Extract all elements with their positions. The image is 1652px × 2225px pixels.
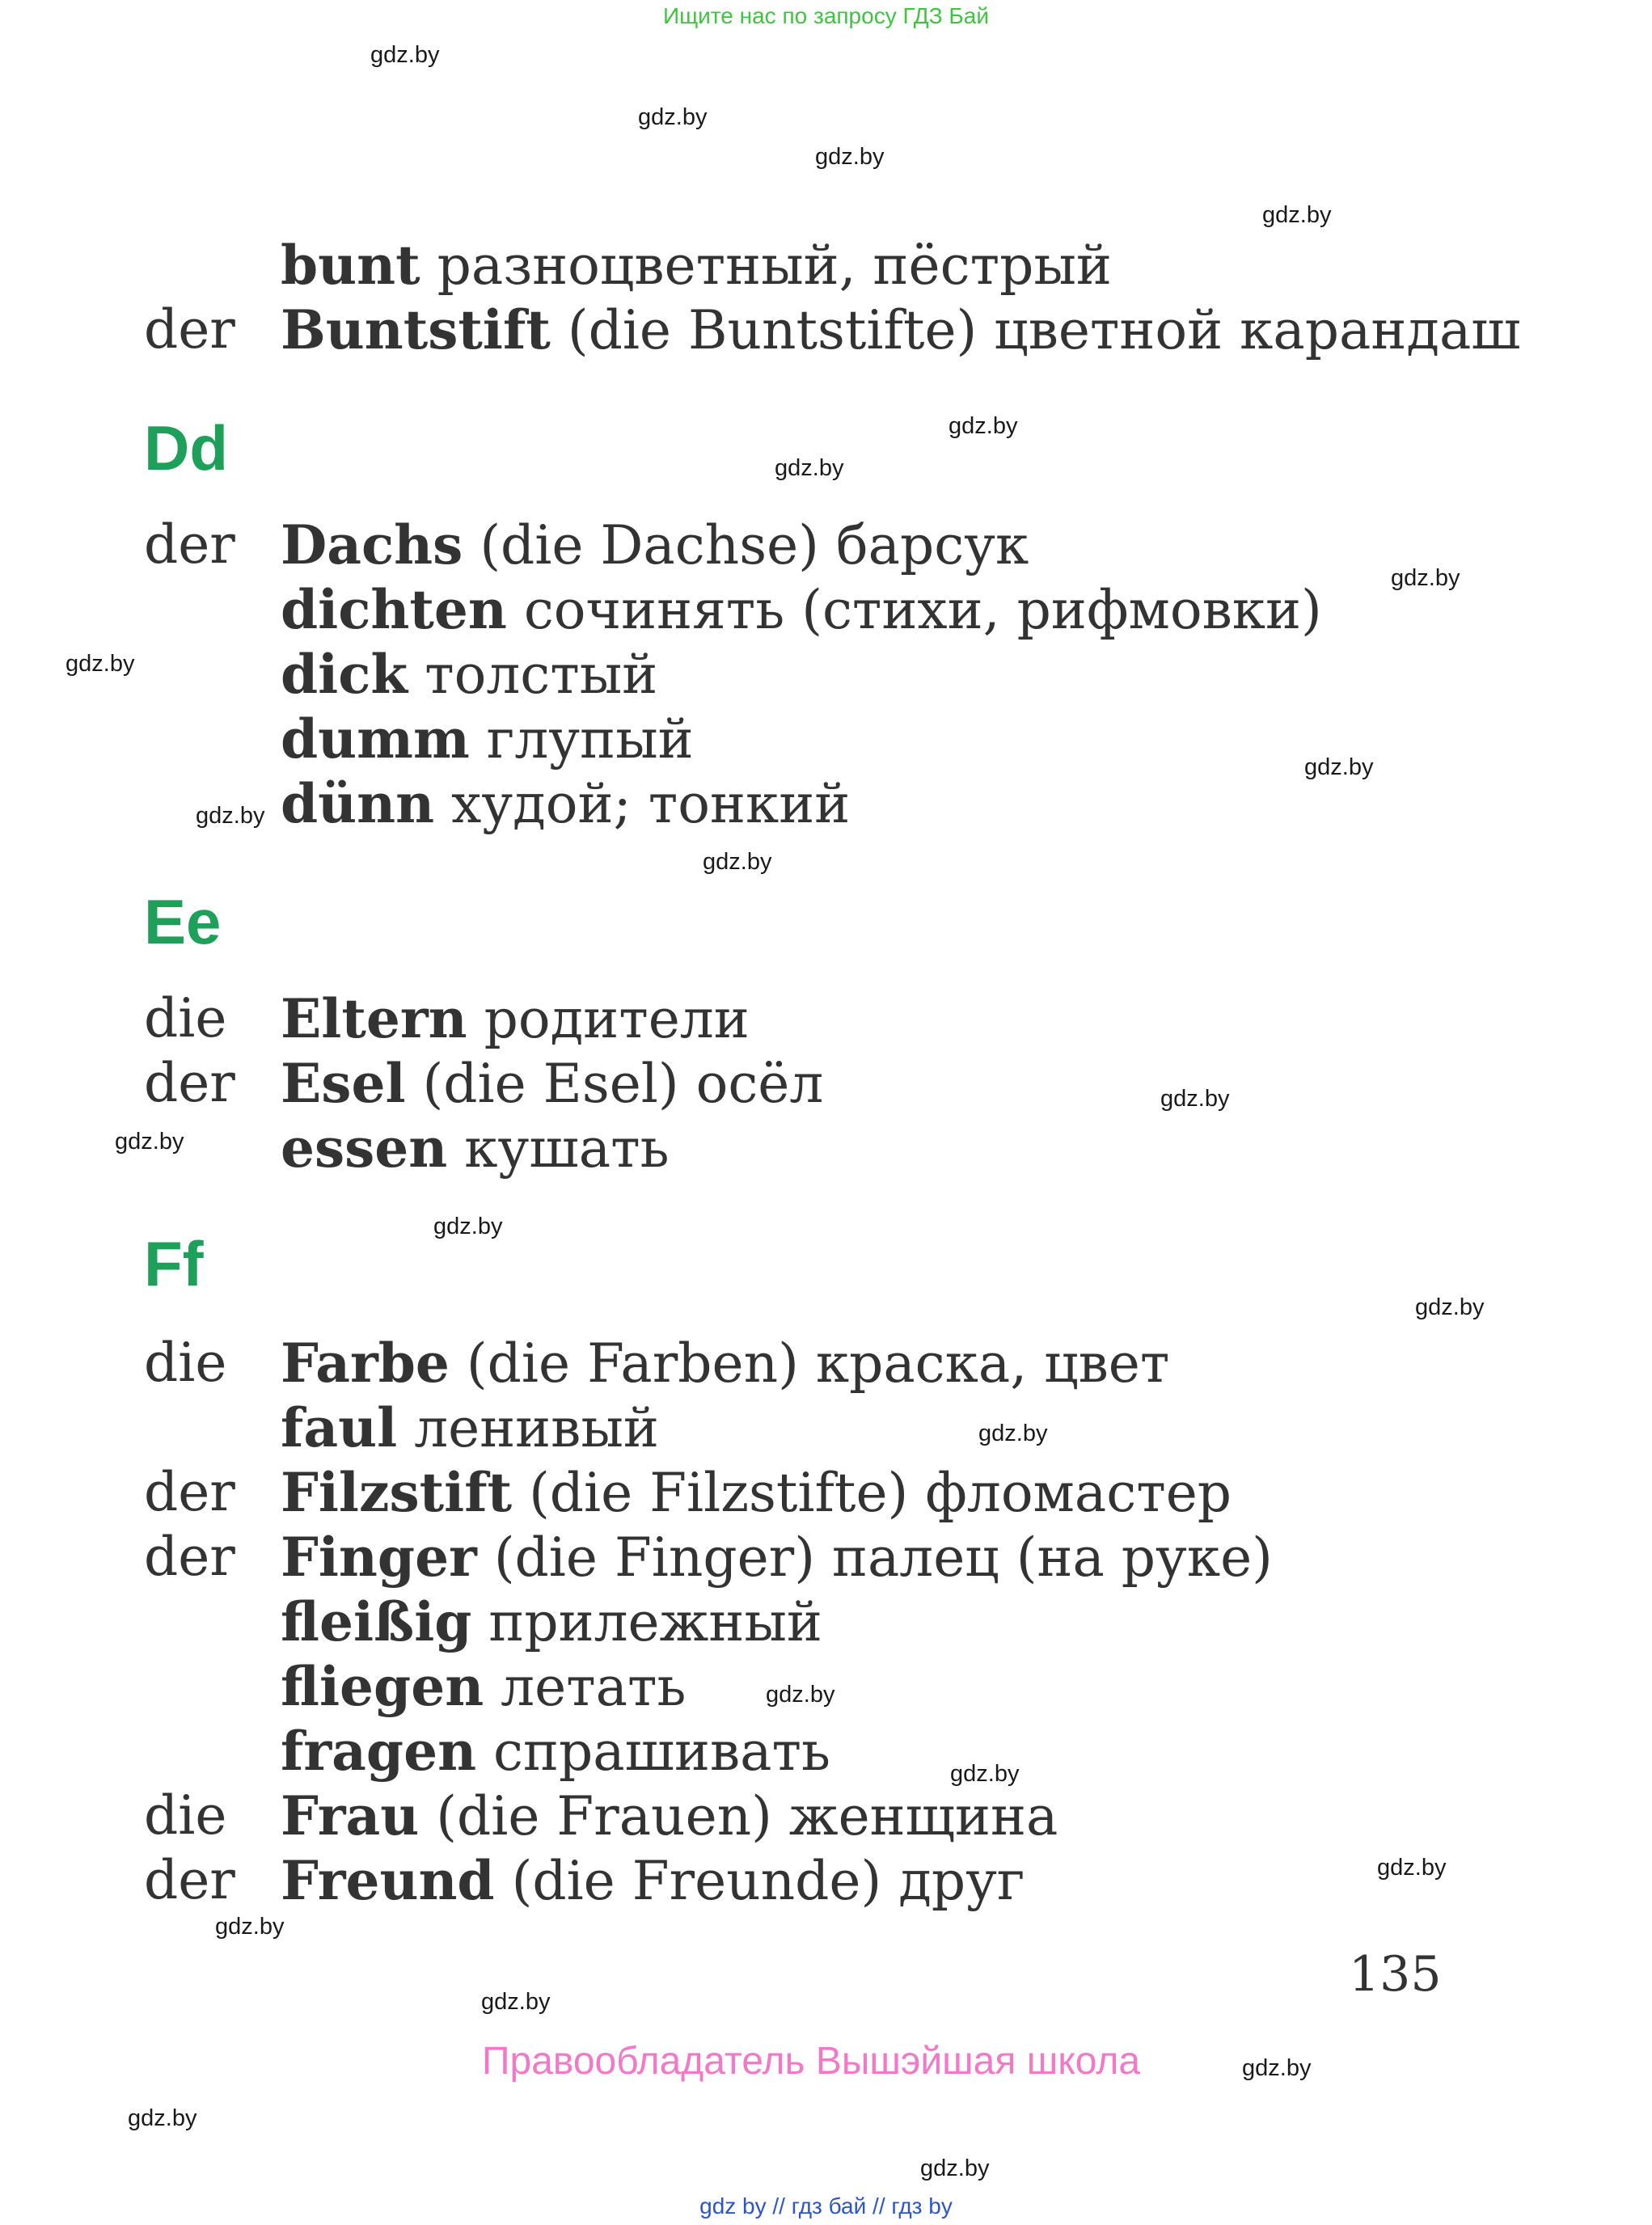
entry-plural: (die Buntstifte) [567,299,978,361]
watermark: gdz.by [1160,1086,1230,1112]
entry-word: dick [281,643,408,706]
entry-translation: ленивый [414,1397,659,1459]
watermark: gdz.by [949,413,1018,439]
entry-translation: цветной карандаш [994,299,1521,361]
dictionary-entry [0,1395,1652,1460]
entry-plural: (die Finger) [493,1526,815,1589]
copyright-notice: Правообладатель Вышэйшая школа [482,2040,1141,2083]
dictionary-entry [0,1590,1652,1654]
watermark: gdz.by [703,849,772,875]
watermark: gdz.by [433,1214,503,1239]
entry-plural: (die Freunde) [511,1850,882,1912]
entry-plural: (die Filzstifte) [529,1462,909,1524]
dictionary-entry [0,1784,1652,1848]
entry-translation: сочинять (стихи, рифмовки) [523,579,1322,641]
entry-word: Buntstift [281,298,551,361]
watermark: gdz.by [1391,565,1460,591]
entry-word: Dachs [281,513,463,576]
entry-word: Freund [281,1849,495,1912]
entry-translation: спрашивать [493,1720,830,1783]
dictionary-entry [0,1460,1652,1525]
dictionary-entry [0,1654,1652,1719]
entry-word: faul [281,1396,398,1459]
entry-article: der [144,1849,235,1911]
section-letter-d: Dd [144,412,228,483]
dictionary-entry [0,707,1652,771]
entry-word: Finger [281,1526,477,1589]
entry-translation: краска, цвет [815,1332,1170,1395]
entry-article: der [144,298,235,361]
dictionary-entry [0,771,1652,836]
entry-translation: толстый [425,644,658,706]
entry-translation: женщина [788,1785,1058,1847]
dictionary-entry [0,1116,1652,1180]
entry-plural: (die Esel) [422,1053,679,1115]
dictionary-entry [0,1051,1652,1116]
watermark: gdz.by [1242,2055,1312,2081]
dictionary-entry [0,642,1652,707]
entry-article: der [144,1052,235,1114]
section-letter-f: Ff [144,1228,204,1299]
watermark: gdz.by [1377,1855,1447,1881]
entry-word: essen [281,1117,448,1180]
watermark: gdz.by [1304,754,1374,780]
entry-plural: (die Farben) [466,1332,799,1395]
watermark: gdz.by [115,1129,184,1155]
entry-translation: палец (на руке) [831,1526,1273,1589]
entry-word: Esel [281,1052,406,1115]
entry-word: fleißig [281,1590,472,1653]
watermark: gdz.by [128,2105,197,2131]
watermark: gdz.by [370,42,440,68]
entry-word: dumm [281,707,470,771]
dictionary-entry [0,513,1652,577]
watermark: gdz.by [950,1761,1020,1787]
entry-word: dichten [281,578,507,641]
watermark: gdz.by [766,1682,835,1708]
entry-translation: фломастер [925,1462,1232,1524]
dictionary-entry [0,1525,1652,1590]
entry-translation: барсук [835,514,1029,576]
watermark: gdz.by [215,1914,285,1940]
dictionary-entry [0,1331,1652,1395]
entry-translation: прилежный [488,1591,822,1653]
top-banner: Ищите нас по запросу ГДЗ Бай [662,3,990,28]
entry-plural: (die Dachse) [480,514,819,576]
dictionary-entry [0,1719,1652,1784]
entry-translation: разноцветный, пёстрый [437,234,1112,297]
dictionary-entry [0,986,1652,1051]
watermark: gdz.by [196,803,265,829]
entry-word: fragen [281,1720,477,1783]
entry-article: der [144,1526,235,1588]
watermark: gdz.by [815,144,885,170]
dictionary-entry [0,233,1652,298]
footer-links: gdz by // гдз бай // гдз by [699,2193,953,2219]
entry-article: der [144,513,235,576]
watermark: gdz.by [1415,1294,1485,1320]
watermark: gdz.by [775,455,844,481]
entry-word: bunt [281,234,420,297]
entry-translation: кушать [464,1117,670,1180]
entry-word: Frau [281,1784,420,1847]
entry-word: Eltern [281,987,467,1050]
page-number: 135 [1349,1946,1442,2003]
entry-word: Filzstift [281,1461,513,1524]
dictionary-entry [0,577,1652,642]
entry-translation: осёл [695,1053,824,1115]
entry-article: die [144,1784,227,1847]
watermark: gdz.by [978,1421,1048,1446]
entry-word: Farbe [281,1332,450,1395]
entry-translation: летать [501,1656,687,1718]
watermark: gdz.by [1262,202,1332,228]
entry-article: die [144,987,227,1049]
entry-article: die [144,1332,227,1394]
dictionary-entry [0,1848,1652,1913]
entry-word: dünn [281,772,435,835]
watermark: gdz.by [481,1989,551,2015]
entry-translation: худой; тонкий [451,773,851,835]
entry-article: der [144,1461,235,1523]
entry-word: fliegen [281,1655,484,1718]
watermark: gdz.by [65,651,135,677]
entry-translation: друг [898,1850,1025,1912]
dictionary-entry [0,298,1652,362]
watermark: gdz.by [920,2155,990,2181]
section-letter-e: Ee [144,886,222,957]
watermark: gdz.by [638,104,708,130]
entry-plural: (die Frauen) [436,1785,772,1847]
entry-translation: глупый [486,708,694,771]
entry-translation: родители [484,988,750,1050]
